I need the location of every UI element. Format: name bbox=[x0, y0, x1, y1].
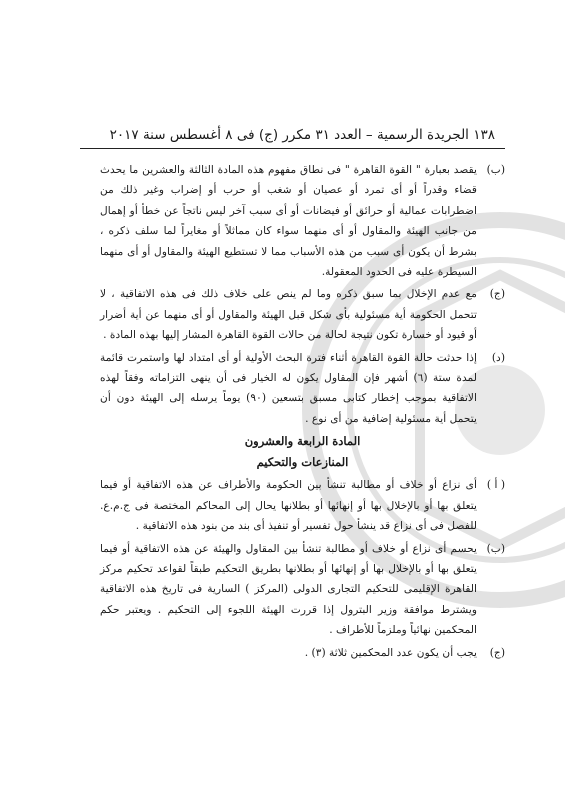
clause-text: يحسم أى نزاع أو خلاف أو مطالبة تنشأ بين المقاول والهيئة عن هذه الاتفاقية أو فيما يتعلق بها أو بالإخلال بها أو إنهائها أو بطلانها بطريق التحكيم طبقاً لقواعد تحكيم مركز القاهرة الإقليمى للتحكيم التجارى الدولى (المركز ) السارية فى تاريخ هذه الاتفاقية ويشترط موافقة وزير البترول إذا قررت الهيئة اللجوء إلى التحكيم . ويعتبر حكم المحكمين نهائياً وملزماً للأطراف . bbox=[100, 541, 477, 637]
clause-text: إذا حدثت حالة القوة القاهرة أثناء فترة البحث الأولية أو أى امتداد لها واستمرت قائمة لمدة ستة (٦) أشهر فإن المقاول يكون له الخيار فى أن ينهى التزاماته وفقاً لهذه الاتفاقية بموجب إخطار كتابى مسبق بتسعين (٩٠) يوماً يرسله إلى الهيئة دون أن يتحمل أية مسئولية إضافية من أى نوع . bbox=[100, 350, 477, 425]
clause-a bbox=[100, 475, 505, 536]
clause-text: يجب أن يكون عدد المحكمين ثلاثة (٣) . bbox=[304, 645, 477, 659]
clause-c-arbitrators bbox=[100, 643, 505, 663]
page-header: ١٣٨ الجريدة الرسمية – العدد ٣١ مكرر (ج) فى ٨ أغسطس سنة ٢٠١٧ bbox=[109, 127, 495, 143]
document-body bbox=[100, 160, 505, 663]
clause-marker: (د) bbox=[491, 350, 505, 364]
clause-text: مع عدم الإخلال بما سبق ذكره وما لم ينص على خلاف ذلك فى هذه الاتفاقية ، لا تتحمل الحكومة أية مسئولية بأى شكل قبل الهيئة والمقاول أو أى منهما عن أية أضرار أو قيود أو خسارة تكون نتيجة لحالة من حالات القوة القاهرة المشار إليها بهذه المادة . bbox=[100, 287, 477, 342]
clause-d bbox=[100, 348, 505, 430]
article-number: المادة الرابعة والعشرون bbox=[244, 434, 361, 449]
article-title: المنازعات والتحكيم bbox=[256, 455, 349, 470]
clause-marker: (ب) bbox=[486, 163, 505, 176]
clause-b bbox=[100, 160, 505, 282]
clause-text: يقصد بعبارة " القوة القاهرة " فى نطاق مفهوم هذه المادة الثالثة والعشرين ما يحدث قضاء وقدراً أو أى تمرد أو عصيان أو شغب أو حرب أو إضراب وغير ذلك من اضطرابات عمالية أو حرائق أو فيضانات أو أى سبب آخر ليس ناتجاً عن خطأ أو إهمال من جانب الهيئة والمقاول أو أى منهما سواء كان مماثلاً أو مغايراً لما سلف ذكره ، بشرط أن يكون أى سبب من هذه الأسباب مما لا تستطيع الهيئة والمقاول أو أى منهما السيطرة عليه فى الحدود المعقولة. bbox=[100, 163, 477, 279]
clause-b-arbitration bbox=[100, 539, 505, 641]
clause-marker: ( أ ) bbox=[486, 478, 505, 492]
clause-marker: (ب) bbox=[486, 541, 505, 555]
clause-marker: (ج) bbox=[489, 287, 505, 301]
header-divider bbox=[80, 148, 505, 149]
clause-marker: (ج) bbox=[489, 645, 505, 659]
clause-text: أى نزاع أو خلاف أو مطالبة تنشأ بين الحكومة والأطراف عن هذه الاتفاقية أو فيما يتعلق بها أو بالإخلال بها أو إنهائها أو بطلانها يحال إلى المحاكم المختصة فى ج.م.ع. للفصل فى أى نزاع قد ينشأ حول تفسير أو تنفيذ أى بند من بنود هذه الاتفاقية . bbox=[100, 478, 477, 533]
clause-c bbox=[100, 284, 505, 345]
